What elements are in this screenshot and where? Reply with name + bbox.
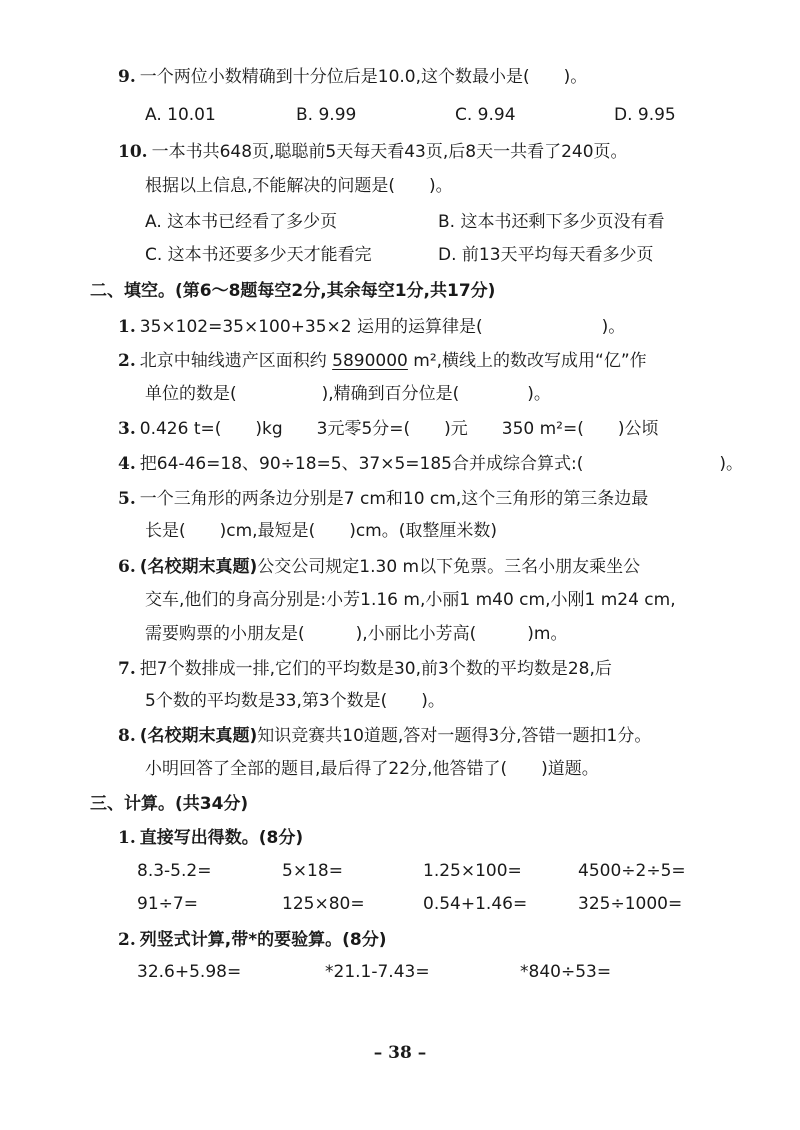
underlined-number: 5890000 xyxy=(332,351,408,371)
question-text: 0.426 t=( )kg 3元零5分=( )元 350 m²=( )公顷 xyxy=(139,419,659,439)
question-text: 直接写出得数。(8分) xyxy=(139,828,304,848)
question-number: 1. xyxy=(118,317,136,337)
question-text: 把7个数排成一排,它们的平均数是30,前3个数的平均数是28,后 xyxy=(139,659,612,679)
calc-item: 125×80= xyxy=(282,894,365,914)
question-10 xyxy=(118,141,628,163)
calc-item: 5×18= xyxy=(282,861,343,881)
question-text: 知识竞赛共10道题,答对一题得3分,答错一题扣1分。 xyxy=(257,726,652,746)
calc-item: 1.25×100= xyxy=(423,861,522,881)
option-a: A. 10.01 xyxy=(145,105,216,125)
option-a: A. 这本书已经看了多少页 xyxy=(145,212,338,232)
fill-question-3 xyxy=(118,418,659,440)
question-number: 9. xyxy=(118,67,136,87)
source-tag: (名校期末真题) xyxy=(139,726,258,746)
question-text: 把64-46=18、90÷18=5、37×5=185合并成综合算式:( )。 xyxy=(139,454,743,474)
option-c: C. 这本书还要多少天才能看完 xyxy=(145,245,372,265)
question-text: 35×102=35×100+35×2 运用的运算律是( )。 xyxy=(139,317,626,337)
fill-question-5 xyxy=(118,488,648,510)
question-text: m²,横线上的数改写成用“亿”作 xyxy=(407,351,647,371)
fill-question-6-line2: 交车,他们的身高分别是:小芳1.16 m,小丽1 m40 cm,小刚1 m24 cm, xyxy=(145,590,676,610)
fill-question-8 xyxy=(118,725,651,747)
calc-question-2 xyxy=(118,929,386,951)
calc-item: 8.3-5.2= xyxy=(137,861,212,881)
calc-item: *840÷53= xyxy=(520,962,612,982)
fill-question-4 xyxy=(118,453,743,475)
fill-question-5-line2: 长是( )cm,最短是( )cm。(取整厘米数) xyxy=(145,521,498,541)
calc-item: 4500÷2÷5= xyxy=(578,861,686,881)
page-number: – 38 – xyxy=(373,1043,427,1063)
calc-item: 91÷7= xyxy=(137,894,198,914)
question-number: 2. xyxy=(118,351,136,371)
calc-item: 32.6+5.98= xyxy=(137,962,242,982)
fill-question-7-line2: 5个数的平均数是33,第3个数是( )。 xyxy=(145,691,445,711)
fill-question-1 xyxy=(118,316,625,338)
question-number: 3. xyxy=(118,419,136,439)
fill-question-6-line3: 需要购票的小朋友是( ),小丽比小芳高( )m。 xyxy=(145,624,568,644)
option-b: B. 这本书还剩下多少页没有看 xyxy=(438,212,665,232)
option-b: B. 9.99 xyxy=(296,105,357,125)
fill-question-8-line2: 小明回答了全部的题目,最后得了22分,他答错了( )道题。 xyxy=(145,759,599,779)
question-number: 2. xyxy=(118,930,136,950)
fill-question-2-line2: 单位的数是( ),精确到百分位是( )。 xyxy=(145,384,551,404)
calc-item: 325÷1000= xyxy=(578,894,683,914)
question-number: 6. xyxy=(118,557,136,577)
calc-question-1 xyxy=(118,827,303,849)
question-number: 4. xyxy=(118,454,136,474)
option-d: D. 9.95 xyxy=(614,105,676,125)
section-3-title: 三、计算。(共34分) xyxy=(90,794,249,814)
question-text: 公交公司规定1.30 m以下免票。三名小朋友乘坐公 xyxy=(257,557,641,577)
section-2-title: 二、填空。(第6～8题每空2分,其余每空1分,共17分) xyxy=(90,281,496,301)
question-text: 列竖式计算,带*的要验算。(8分) xyxy=(139,930,387,950)
fill-question-2 xyxy=(118,350,647,372)
option-d: D. 前13天平均每天看多少页 xyxy=(438,245,654,265)
question-10-line2: 根据以上信息,不能解决的问题是( )。 xyxy=(145,176,453,196)
calc-item: 0.54+1.46= xyxy=(423,894,528,914)
question-number: 10. xyxy=(118,142,148,162)
question-number: 8. xyxy=(118,726,136,746)
question-text: 一个两位小数精确到十分位后是10.0,这个数最小是( )。 xyxy=(139,67,588,87)
question-number: 7. xyxy=(118,659,136,679)
question-9 xyxy=(118,66,587,88)
question-text: 北京中轴线遗产区面积约 xyxy=(139,351,333,371)
question-number: 1. xyxy=(118,828,136,848)
calc-item: *21.1-7.43= xyxy=(325,962,430,982)
source-tag: (名校期末真题) xyxy=(139,557,258,577)
question-text: 一个三角形的两条边分别是7 cm和10 cm,这个三角形的第三条边最 xyxy=(139,489,649,509)
fill-question-6 xyxy=(118,556,640,578)
option-c: C. 9.94 xyxy=(455,105,516,125)
fill-question-7 xyxy=(118,658,612,680)
question-number: 5. xyxy=(118,489,136,509)
question-text: 一本书共648页,聪聪前5天每天看43页,后8天一共看了240页。 xyxy=(151,142,628,162)
